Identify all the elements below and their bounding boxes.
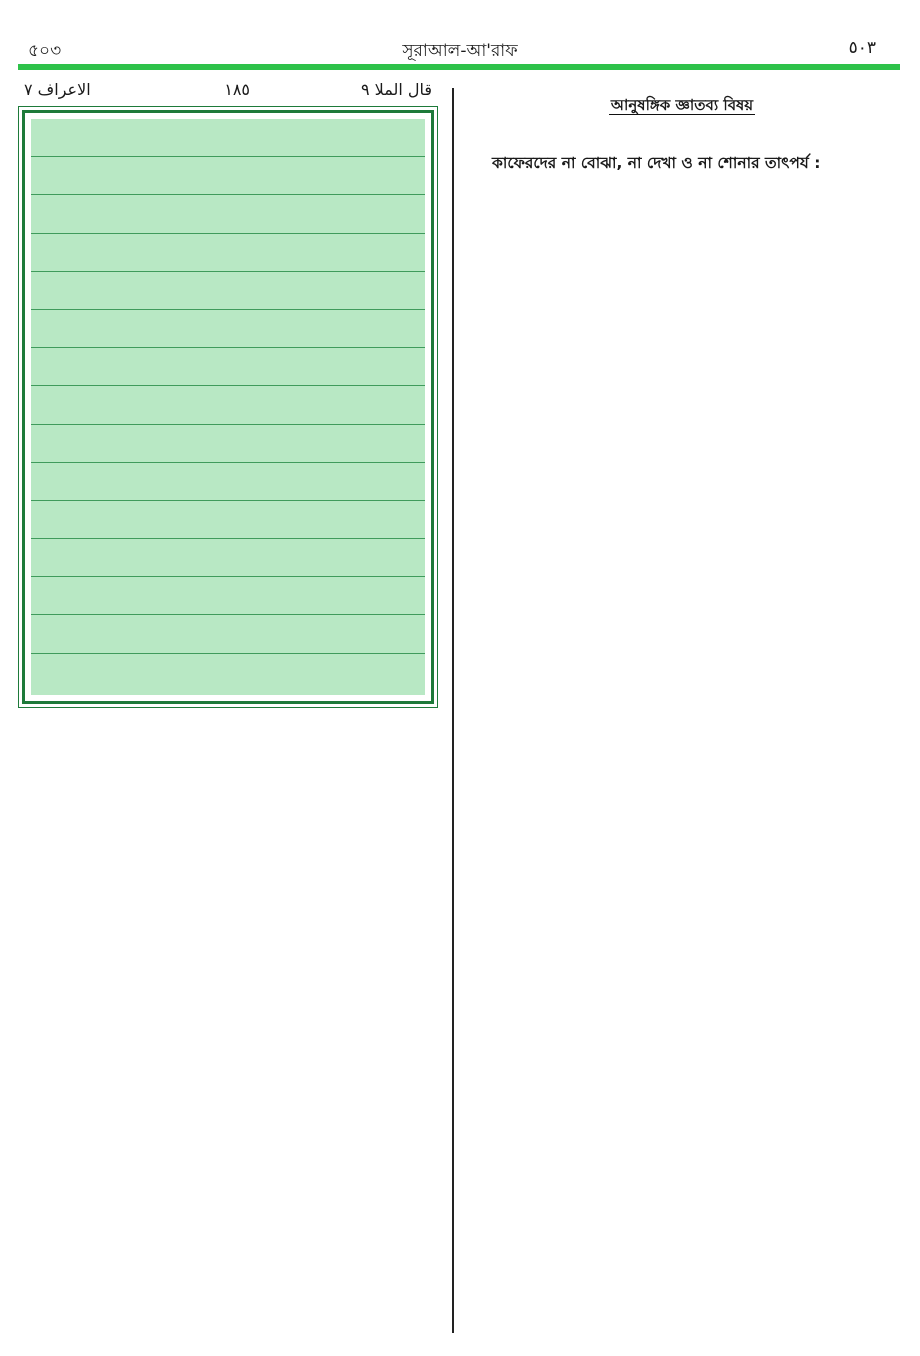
mushaf-line [31, 157, 425, 195]
mushaf-line [31, 348, 425, 386]
translation-text [28, 710, 440, 1332]
page-number-arabic: ٥٠٣ [848, 38, 876, 58]
mushaf-line [31, 425, 425, 463]
mushaf-line [31, 577, 425, 615]
mushaf-line [31, 195, 425, 233]
header-rule [18, 64, 900, 70]
mushaf-line [31, 463, 425, 501]
section-heading-text: আনুষঙ্গিক জ্ঞাতব্য বিষয় [610, 96, 754, 114]
mushaf-line [31, 539, 425, 577]
mushaf-text-area [31, 119, 425, 695]
mushaf-line [31, 119, 425, 157]
supplement-text [470, 150, 896, 1336]
column-divider [452, 88, 454, 1333]
mushaf-line [31, 386, 425, 424]
mushaf-line [31, 654, 425, 692]
surah-label: الاعراف ٧ [24, 80, 91, 99]
surah-title: সূরাআল-আ'রাফ [402, 41, 518, 61]
page-number: ৫০৩ [28, 41, 62, 61]
mushaf-line [31, 272, 425, 310]
mushaf-line [31, 501, 425, 539]
mushaf-line [31, 310, 425, 348]
mushaf-line [31, 615, 425, 653]
paragraph [470, 150, 896, 177]
mushaf-line [31, 234, 425, 272]
page-header [20, 34, 900, 64]
arabic-page-number: ١٨٥ [224, 80, 250, 99]
arabic-page-labels [20, 80, 438, 104]
lead-phrase: কাফেরদের না বোঝা, না দেখা ও না শোনার তাৎপর্য : [492, 154, 821, 172]
mushaf-frame [22, 110, 434, 704]
juz-label: قال الملا ٩ [360, 80, 432, 99]
section-heading [472, 94, 892, 119]
